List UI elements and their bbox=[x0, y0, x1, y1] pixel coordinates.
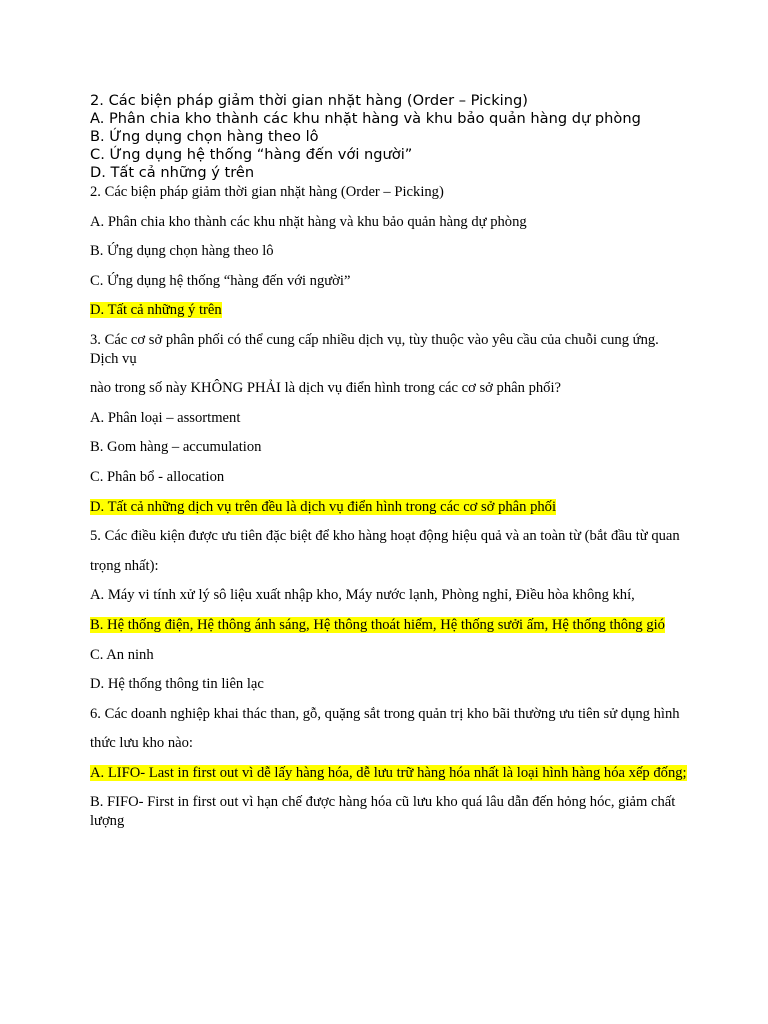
q2-option-c: C. Ứng dụng hệ thống “hàng đến với người” bbox=[90, 272, 351, 289]
q2-question: 2. Các biện pháp giảm thời gian nhặt hàng (Order – Picking) bbox=[90, 184, 444, 200]
header-line: 2. Các biện pháp giảm thời gian nhặt hàng (Order – Picking) bbox=[90, 92, 528, 109]
answer-highlight: D. Tất cả những dịch vụ trên đều là dịch vụ điển hình trong các cơ sở phân phối bbox=[90, 498, 557, 515]
q5-option-d: D. Hệ thống thông tin liên lạc bbox=[90, 676, 264, 693]
q5-question: 5. Các điều kiện được ưu tiên đặc biệt để kho hàng hoạt động hiệu quả và an toàn từ (bắt đầu từ quan bbox=[90, 528, 680, 545]
q3-question: 3. Các cơ sở phân phối có thể cung cấp nhiều dịch vụ, tùy thuộc vào yêu cầu của chuỗi cung ứng. Dịch vụ bbox=[90, 331, 659, 367]
q6-question-cont: thức lưu kho nào: bbox=[90, 735, 193, 752]
q5-answer-highlighted bbox=[90, 616, 690, 635]
q6-option-b: B. FIFO- First in first out vì hạn chế được hàng hóa cũ lưu kho quá lâu dẫn đến hỏng hóc, giảm chất lượng bbox=[90, 794, 676, 830]
header-line: B. Ứng dụng chọn hàng theo lô bbox=[90, 128, 319, 145]
q5-question-cont: trọng nhất): bbox=[90, 557, 159, 574]
q2-option-a: A. Phân chia kho thành các khu nhặt hàng và khu bảo quản hàng dự phòng bbox=[90, 213, 527, 230]
sans-header-block bbox=[90, 92, 730, 182]
header-line: C. Ứng dụng hệ thống “hàng đến với người” bbox=[90, 146, 413, 163]
q6-question: 6. Các doanh nghiệp khai thác than, gỗ, quặng sắt trong quản trị kho bãi thường ưu tiên sử dụng hình bbox=[90, 705, 680, 722]
q3-option-c: C. Phân bổ - allocation bbox=[90, 468, 225, 485]
q3-option-b: B. Gom hàng – accumulation bbox=[90, 439, 262, 456]
q3-answer-highlighted bbox=[90, 498, 690, 517]
answer-highlight: D. Tất cả những ý trên bbox=[90, 302, 222, 319]
q5-option-c: C. An ninh bbox=[90, 646, 154, 663]
question-list bbox=[90, 183, 690, 842]
header-line: A. Phân chia kho thành các khu nhặt hàng và khu bảo quản hàng dự phòng bbox=[90, 110, 641, 127]
header-line: D. Tất cả những ý trên bbox=[90, 164, 255, 181]
answer-highlight: B. Hệ thống điện, Hệ thông ánh sáng, Hệ thông thoát hiểm, Hệ thống sưởi ấm, Hệ thống thông gió bbox=[90, 616, 665, 633]
q6-answer-highlighted bbox=[90, 764, 690, 783]
q5-option-a: A. Máy vi tính xử lý sô liệu xuất nhập kho, Máy nước lạnh, Phòng nghỉ, Điều hòa không khí, bbox=[90, 587, 635, 604]
q2-answer-highlighted bbox=[90, 301, 690, 320]
q3-question-cont: nào trong số này KHÔNG PHẢI là dịch vụ điển hình trong các cơ sở phân phối? bbox=[90, 380, 561, 397]
q3-option-a: A. Phân loại – assortment bbox=[90, 409, 241, 426]
q2-option-b: B. Ứng dụng chọn hàng theo lô bbox=[90, 243, 274, 260]
answer-highlight: A. LIFO- Last in first out vì dễ lấy hàng hóa, dễ lưu trữ hàng hóa nhất là loại hình hàng hóa xếp đống; bbox=[90, 764, 687, 781]
